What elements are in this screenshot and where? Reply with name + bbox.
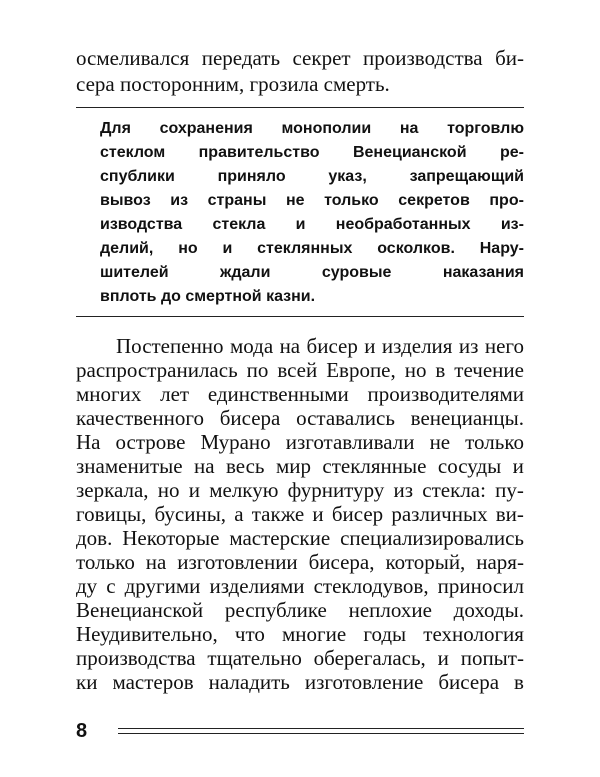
- word: наря-: [476, 550, 524, 574]
- word: течение: [454, 358, 524, 382]
- word: торговлю: [447, 120, 524, 137]
- box-line: [100, 142, 524, 164]
- word: годы: [363, 622, 407, 646]
- word: запрещающий: [409, 168, 524, 185]
- word: секрет: [292, 46, 351, 70]
- word: и: [222, 240, 233, 257]
- word: оберегалась,: [313, 646, 426, 670]
- word: венецианцы.: [410, 406, 524, 430]
- word: не: [429, 430, 451, 454]
- word: острове: [115, 430, 186, 454]
- word: всей: [277, 358, 318, 382]
- word: ви-: [495, 502, 524, 526]
- word: и: [512, 454, 524, 478]
- main-line: [76, 622, 524, 646]
- word: дов.: [76, 526, 113, 550]
- word: из: [458, 334, 479, 358]
- word: на: [193, 454, 215, 478]
- word: неплохие: [348, 598, 432, 622]
- word: сосуды: [437, 454, 502, 478]
- main-line: [76, 550, 524, 574]
- word: из-: [500, 216, 524, 233]
- word: на: [399, 120, 419, 137]
- word: изготовлении: [177, 550, 298, 574]
- word: зеркала,: [76, 478, 149, 502]
- word: по: [246, 358, 269, 382]
- word: стеклянных: [257, 240, 353, 257]
- word: Мурано: [200, 430, 271, 454]
- word: но: [404, 358, 427, 382]
- main-line: [76, 502, 524, 526]
- word: лет: [160, 382, 190, 406]
- box-line: [100, 166, 524, 188]
- main-line: [116, 334, 524, 358]
- word: на: [145, 550, 167, 574]
- word: но: [157, 478, 180, 502]
- word: приносил: [437, 574, 524, 598]
- word: Нару-: [479, 240, 524, 257]
- word: но: [178, 240, 198, 257]
- word: что: [234, 622, 265, 646]
- word: На: [76, 430, 101, 454]
- main-line: [76, 670, 524, 694]
- word: необработанных: [335, 216, 471, 233]
- word: оставались: [296, 406, 395, 430]
- word: мода: [229, 334, 274, 358]
- word: бисер: [306, 334, 358, 358]
- word: стекла:: [422, 478, 486, 502]
- word: только: [465, 430, 524, 454]
- word: в: [514, 670, 524, 694]
- word: бисер: [331, 502, 384, 526]
- word: изводства: [100, 216, 183, 233]
- word: Европе,: [326, 358, 396, 382]
- word: и: [188, 478, 200, 502]
- word: Неудивительно,: [76, 622, 218, 646]
- word: и: [312, 502, 324, 526]
- word: делий,: [100, 240, 154, 257]
- intro-line: [76, 46, 524, 70]
- box-line: [100, 190, 524, 212]
- word: изготавливали: [285, 430, 415, 454]
- word: и: [364, 334, 376, 358]
- main-line: [76, 358, 524, 382]
- word: ду: [76, 574, 98, 598]
- word: монополии: [281, 120, 372, 137]
- box-line: [100, 214, 524, 236]
- word: и: [437, 646, 449, 670]
- word: изделиями: [209, 574, 305, 598]
- word: специализировались: [340, 526, 524, 550]
- word: попыт-: [460, 646, 524, 670]
- word: про-: [489, 192, 524, 209]
- word: другими: [124, 574, 201, 598]
- word: шителей: [100, 264, 169, 281]
- word: говицы,: [76, 502, 147, 526]
- word: в: [435, 358, 446, 382]
- word: пу-: [495, 478, 524, 502]
- word: различных: [391, 502, 488, 526]
- page-number: 8: [76, 720, 88, 742]
- word: единственными: [207, 382, 349, 406]
- word: на: [279, 334, 301, 358]
- word: который,: [385, 550, 466, 574]
- box-top-rule: [76, 107, 524, 108]
- word: знаменитые: [76, 454, 183, 478]
- word: него: [484, 334, 524, 358]
- word: стеклом: [100, 144, 166, 161]
- main-line: [76, 598, 524, 622]
- word: Венецианской: [76, 598, 204, 622]
- word: республике: [224, 598, 327, 622]
- word: Некоторые: [122, 526, 220, 550]
- box-line: [100, 238, 524, 260]
- word: вывоз: [100, 192, 151, 209]
- main-line: [76, 454, 524, 478]
- word: весь: [225, 454, 265, 478]
- word: осмеливался: [76, 46, 190, 70]
- word: производителями: [367, 382, 524, 406]
- word: ждали: [220, 264, 271, 281]
- main-line: [76, 382, 524, 406]
- word: указ,: [328, 168, 367, 185]
- word: Постепенно: [116, 334, 224, 358]
- word: суровые: [321, 264, 392, 281]
- word: осколков.: [377, 240, 455, 257]
- word: наказания: [442, 264, 524, 281]
- word: мастерские: [229, 526, 331, 550]
- word: из: [393, 478, 414, 502]
- word: доходы.: [453, 598, 524, 622]
- word: мир: [275, 454, 311, 478]
- word: производства: [76, 646, 196, 670]
- box-line: [100, 262, 524, 284]
- word: ре-: [499, 144, 524, 161]
- word: спублики: [100, 168, 175, 185]
- word: передать: [201, 46, 281, 70]
- box-bottom-rule: [76, 316, 524, 317]
- main-line: [76, 574, 524, 598]
- word: секретов: [398, 192, 470, 209]
- word: многие: [282, 622, 347, 646]
- word: производства: [363, 46, 483, 70]
- footer-rule-upper: [118, 728, 524, 729]
- word: бисера,: [308, 550, 375, 574]
- main-line: [76, 646, 524, 670]
- word: приняло: [217, 168, 286, 185]
- word: стеклянные: [322, 454, 427, 478]
- word: мелкую: [209, 478, 279, 502]
- word: бусины,: [154, 502, 227, 526]
- word: бисера: [438, 670, 500, 694]
- word: качественного: [76, 406, 204, 430]
- footer-rule-lower: [118, 733, 524, 734]
- word: стекла: [212, 216, 266, 233]
- word: изготовление: [304, 670, 424, 694]
- main-line: [76, 526, 524, 550]
- word: изделия: [381, 334, 453, 358]
- word: не: [285, 192, 305, 209]
- box-line: [100, 118, 524, 140]
- main-line: [76, 406, 524, 430]
- word: а: [234, 502, 244, 526]
- word: бисера: [219, 406, 281, 430]
- word: также: [251, 502, 305, 526]
- word: наладить: [208, 670, 290, 694]
- main-line: [76, 430, 524, 454]
- word: только: [76, 550, 135, 574]
- word: с: [106, 574, 116, 598]
- word: Для: [100, 120, 131, 137]
- word: би-: [495, 46, 524, 70]
- word: страны: [207, 192, 267, 209]
- word: распространилась: [76, 358, 238, 382]
- word: и: [295, 216, 306, 233]
- word: тщательно: [207, 646, 302, 670]
- main-line: [76, 478, 524, 502]
- word: правительство: [198, 144, 320, 161]
- box-line: вплоть до смертной казни.: [100, 288, 316, 305]
- word: ки: [76, 670, 98, 694]
- word: стеклодувов,: [313, 574, 429, 598]
- sidebar-box: [100, 118, 524, 308]
- word: технология: [423, 622, 524, 646]
- word: Венецианской: [352, 144, 467, 161]
- word: сохранения: [159, 120, 253, 137]
- word: многих: [76, 382, 142, 406]
- intro-line: сера посторонним, грозила смерть.: [76, 72, 390, 96]
- word: мастеров: [112, 670, 194, 694]
- word: фурнитуру: [287, 478, 385, 502]
- word: только: [324, 192, 379, 209]
- word: из: [170, 192, 189, 209]
